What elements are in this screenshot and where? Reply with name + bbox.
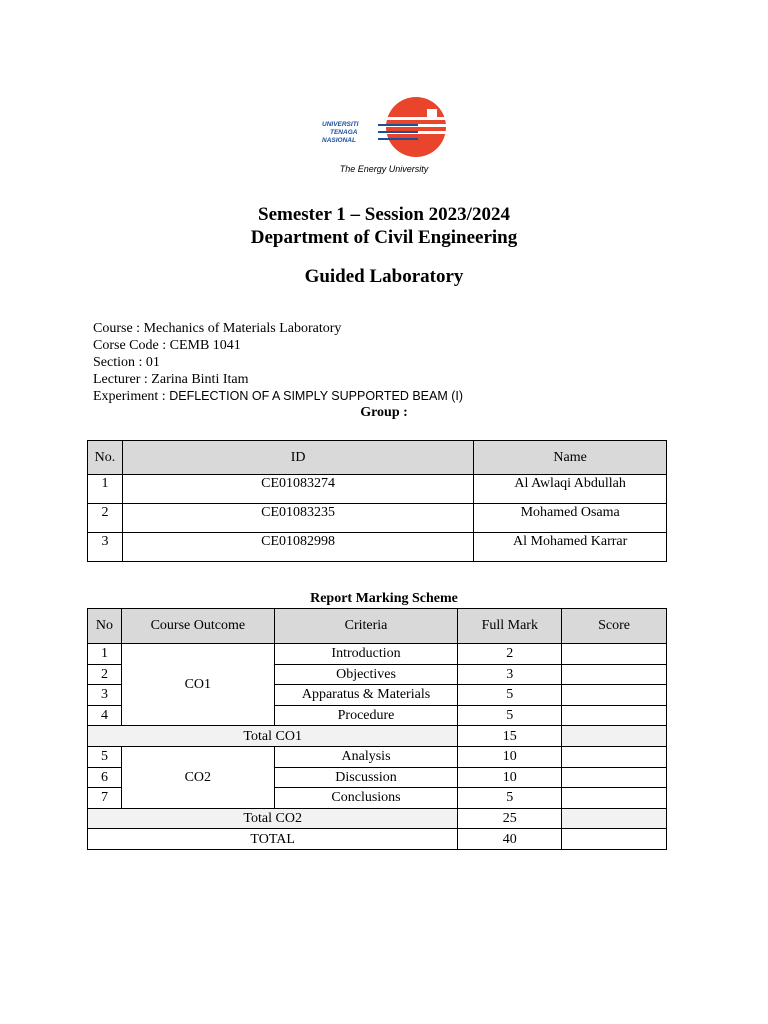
course-code-line: Corse Code : CEMB 1041 bbox=[93, 338, 241, 353]
criterion-no: 4 bbox=[88, 705, 122, 726]
member-no: 1 bbox=[88, 475, 123, 504]
criterion-name: Objectives bbox=[274, 664, 458, 685]
criterion-full-mark: 5 bbox=[458, 685, 562, 706]
criterion-no: 7 bbox=[88, 788, 122, 809]
marking-scheme-caption: Report Marking Scheme bbox=[310, 591, 458, 606]
score-cell[interactable] bbox=[562, 788, 667, 809]
group-members-table bbox=[87, 440, 667, 562]
criterion-no: 3 bbox=[88, 685, 122, 706]
header-id: ID bbox=[122, 441, 473, 475]
criterion-name: Procedure bbox=[274, 705, 458, 726]
member-name: Al Awlaqi Abdullah bbox=[474, 475, 667, 504]
lecturer-name: Zarina Binti Itam bbox=[151, 372, 249, 387]
member-id: CE01083235 bbox=[122, 504, 473, 533]
criterion-name: Analysis bbox=[274, 746, 458, 767]
member-id: CE01083274 bbox=[122, 475, 473, 504]
criterion-full-mark: 5 bbox=[458, 788, 562, 809]
logo-word-2: TENAGA bbox=[330, 129, 358, 136]
header-course-outcome: Course Outcome bbox=[121, 609, 274, 644]
criterion-full-mark: 3 bbox=[458, 664, 562, 685]
semester-heading: Semester 1 – Session 2023/2024 bbox=[258, 204, 510, 225]
department-heading: Department of Civil Engineering bbox=[250, 227, 518, 248]
course-outcome-co1: CO1 bbox=[121, 644, 274, 726]
total-co2-value: 25 bbox=[458, 808, 562, 829]
criterion-name: Conclusions bbox=[274, 788, 458, 809]
score-cell[interactable] bbox=[562, 746, 667, 767]
header-score: Score bbox=[562, 609, 667, 644]
course-line: Course : Mechanics of Materials Laboratory bbox=[93, 321, 342, 336]
lecturer-line: Lecturer : Zarina Binti Itam bbox=[93, 372, 249, 387]
score-cell[interactable] bbox=[562, 644, 667, 665]
grand-total-score[interactable] bbox=[562, 829, 667, 850]
table-header-row bbox=[88, 609, 667, 644]
criterion-full-mark: 2 bbox=[458, 644, 562, 665]
table-row bbox=[88, 746, 667, 767]
course-outcome-co2: CO2 bbox=[121, 746, 274, 808]
experiment-title: DEFLECTION OF A SIMPLY SUPPORTED BEAM (I) bbox=[169, 389, 464, 403]
criterion-full-mark: 10 bbox=[458, 746, 562, 767]
total-co2-score[interactable] bbox=[562, 808, 667, 829]
grand-total-value: 40 bbox=[458, 829, 562, 850]
criterion-no: 2 bbox=[88, 664, 122, 685]
score-cell[interactable] bbox=[562, 664, 667, 685]
total-co1-label: Total CO1 bbox=[88, 726, 458, 747]
header-full-mark: Full Mark bbox=[458, 609, 562, 644]
section-number: 01 bbox=[145, 355, 160, 370]
marking-scheme-table bbox=[87, 608, 667, 850]
score-cell[interactable] bbox=[562, 767, 667, 788]
total-row bbox=[88, 726, 667, 747]
total-co2-label: Total CO2 bbox=[88, 808, 458, 829]
score-cell[interactable] bbox=[562, 705, 667, 726]
course-info bbox=[93, 320, 463, 405]
criterion-no: 5 bbox=[88, 746, 122, 767]
section-line: Section : 01 bbox=[93, 355, 160, 370]
header-name: Name bbox=[474, 441, 667, 475]
criterion-name: Introduction bbox=[274, 644, 458, 665]
member-no: 3 bbox=[88, 533, 123, 562]
member-id: CE01082998 bbox=[122, 533, 473, 562]
criterion-name: Apparatus & Materials bbox=[274, 685, 458, 706]
header-criteria: Criteria bbox=[274, 609, 458, 644]
table-row bbox=[88, 533, 667, 562]
header-no: No. bbox=[88, 441, 123, 475]
total-row bbox=[88, 808, 667, 829]
criterion-full-mark: 5 bbox=[458, 705, 562, 726]
member-no: 2 bbox=[88, 504, 123, 533]
grand-total-label: TOTAL bbox=[88, 829, 458, 850]
criterion-no: 6 bbox=[88, 767, 122, 788]
criterion-name: Discussion bbox=[274, 767, 458, 788]
page-title: Guided Laboratory bbox=[304, 266, 464, 287]
member-name: Mohamed Osama bbox=[474, 504, 667, 533]
total-co1-value: 15 bbox=[458, 726, 562, 747]
total-co1-score[interactable] bbox=[562, 726, 667, 747]
header-no: No bbox=[88, 609, 122, 644]
logo-word-1: UNIVERSITI bbox=[322, 121, 359, 128]
experiment-line: Experiment : DEFLECTION OF A SIMPLY SUPPORTED BEAM (I) bbox=[93, 389, 464, 404]
group-label: Group : bbox=[360, 405, 408, 420]
criterion-full-mark: 10 bbox=[458, 767, 562, 788]
logo-tagline: The Energy University bbox=[339, 164, 429, 174]
member-name: Al Mohamed Karrar bbox=[474, 533, 667, 562]
logo-word-3: NASIONAL bbox=[322, 137, 356, 144]
table-row bbox=[88, 644, 667, 665]
course-name: Mechanics of Materials Laboratory bbox=[143, 321, 342, 336]
table-row bbox=[88, 475, 667, 504]
table-row bbox=[88, 504, 667, 533]
criterion-no: 1 bbox=[88, 644, 122, 665]
table-header-row bbox=[88, 441, 667, 475]
grand-total-row bbox=[88, 829, 667, 850]
score-cell[interactable] bbox=[562, 685, 667, 706]
course-code: CEMB 1041 bbox=[169, 338, 241, 353]
